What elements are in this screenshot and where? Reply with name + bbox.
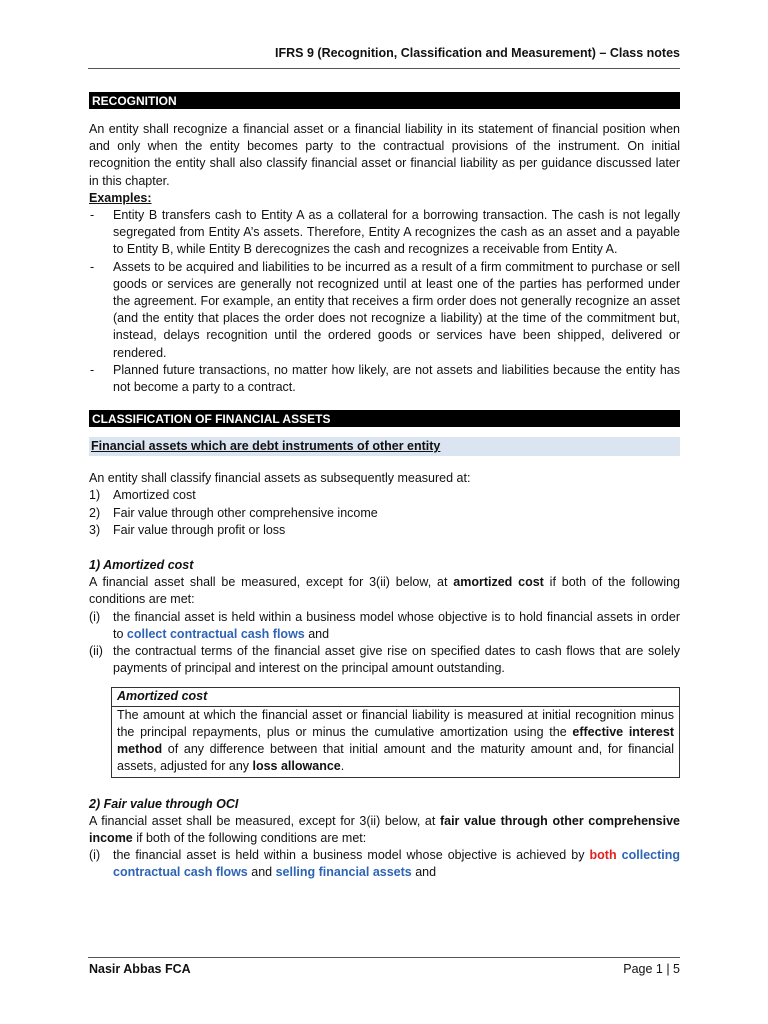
page-content — [89, 92, 680, 882]
example-item: - Planned future transactions, no matter how likely, are not assets and liabilities because the entity has not become a party to a contract. — [90, 362, 680, 395]
fvoci-intro: A financial asset shall be measured, except for 3(ii) below, at fair value through other comprehensive income if both of the following conditions are met: — [89, 813, 681, 845]
footer-rule — [88, 957, 680, 958]
subheading-debt-instruments: Financial assets which are debt instruments of other entity — [89, 437, 680, 456]
footer-page-number: Page 1 | 5 — [623, 962, 680, 976]
examples-list — [89, 207, 680, 396]
page-header-title: IFRS 9 (Recognition, Classification and Measurement) – Class notes — [275, 46, 680, 60]
category-item: 1) Amortized cost — [89, 488, 196, 503]
fvoci-title: 2) Fair value through OCI — [89, 796, 239, 811]
recognition-intro: An entity shall recognize a financial asset or a financial liability in its statement of financial position when and only when the entity becomes party to the contractual provisions of the instrument. On initial recognition the entity shall also classify financial asset or financial liability as per guidance discussed later in this chapter. — [89, 122, 680, 188]
examples-label: Examples: — [89, 190, 152, 205]
amortized-conditions — [89, 609, 680, 678]
amortized-cost-definition-box — [111, 687, 680, 777]
example-item: - Assets to be acquired and liabilities to be incurred as a result of a firm commitment to purchase or sell goods or services are generally not recognized until at least one of the parties has performed under the agreement. For example, an entity that receives a firm order does not generally recognize an asset (and the entity that places the order does not recognize a liability) at the time of the commitment but, instead, delays recognition until the ordered goods or services have been shipped, delivered or rendered. — [90, 259, 680, 360]
amortized-cost-intro: A financial asset shall be measured, except for 3(ii) below, at amortized cost if both of the following conditions are met: — [89, 575, 680, 607]
condition-item: (ii) the contractual terms of the financial asset give rise on specified dates to cash flows that are solely payments of principal and interest on the principal amount outstanding. — [89, 644, 680, 676]
section-heading-classification: CLASSIFICATION OF FINANCIAL ASSETS — [89, 410, 680, 427]
condition-item: (i) the financial asset is held within a business model whose objective is achieved by both collecting contractual cash flows and selling financial assets and — [89, 848, 680, 880]
footer-author: Nasir Abbas FCA — [89, 962, 191, 976]
category-item: 3) Fair value through profit or loss — [89, 522, 286, 537]
classification-intro: An entity shall classify financial assets as subsequently measured at: — [89, 471, 471, 486]
definition-title: Amortized cost — [112, 688, 679, 706]
amortized-cost-title: 1) Amortized cost — [89, 558, 194, 573]
example-item: - Entity B transfers cash to Entity A as a collateral for a borrowing transaction. The cash is not legally segregated from Entity A’s assets. Therefore, Entity A recognizes the cash as an asset and a payable to Entity B, while Entity B derecognizes the cash and recognizes a receivable from Entity A. — [90, 208, 680, 257]
header-rule — [88, 68, 680, 69]
fvoci-conditions — [89, 847, 680, 881]
definition-text: The amount at which the financial asset or financial liability is measured at initial recognition minus the principal repayments, plus or minus the cumulative amortization using the effective interest method of any difference between that initial amount and the maturity amount and, for financial assets, adjusted for any loss allowance. — [117, 707, 674, 774]
category-item: 2) Fair value through other comprehensive income — [89, 505, 378, 520]
section-heading-recognition: RECOGNITION — [89, 92, 680, 109]
category-list — [89, 487, 680, 539]
condition-item: (i) the financial asset is held within a business model whose objective is to hold financial assets in order to collect contractual cash flows and — [89, 609, 680, 641]
